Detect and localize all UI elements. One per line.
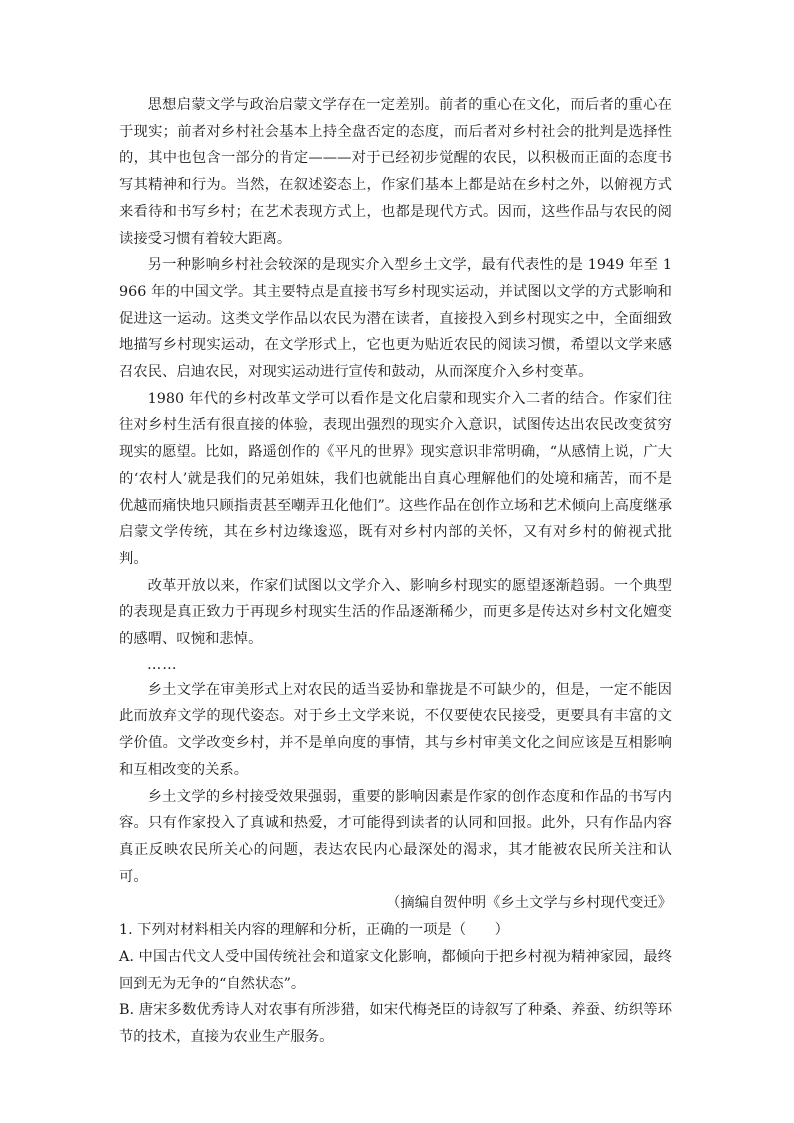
ellipsis: …… xyxy=(147,656,178,673)
paragraph-5: 乡土文学在审美形式上对农民的适当妥协和靠拢是不可缺少的，但是，一定不能因此而放弃文学的现代姿态。对于乡土文学来说，不仅要使农民接受，更要具有丰富的文学价值。文学改变乡村，并不是单向度的事情，其与乡村审美文化之间应该是互相影响和互相改变的关系。 xyxy=(119,681,672,778)
question-stem: 1. 下列对材料相关内容的理解和分析，正确的一项是（ ） xyxy=(119,922,509,939)
paragraph-4: 改革开放以来，作家们试图以文学介入、影响乡村现实的愿望逐渐趋弱。一个典型的表现是真正致力于再现乡村现实生活的作品逐渐稀少，而更多是传达对乡村文化嬗变的感喟、叹惋和悲悼。 xyxy=(119,577,672,648)
option-b: B. 唐宋多数优秀诗人对农事有所涉猎，如宋代梅尧臣的诗叙写了种桑、养蚕、纺织等环节的技术，直接为农业生产服务。 xyxy=(119,1002,672,1045)
source-citation: （摘编自贺仲明《乡土文学与乡村现代变迁》 xyxy=(386,895,672,912)
paragraph-3: 1980 年代的乡村改革文学可以看作是文化启蒙和现实介入二者的结合。作家们往往对乡村生活有很直接的体验，表现出强烈的现实介入意识，试图传达出农民改变贫穷现实的愿望。比如，路遥创作的《平凡的世界》现实意识非常明确，“从感情上说，广大的‘农村人’就是我们的兄弟姐妹，我们也就能出自真心理解他们的处境和痛苦，而不是优越而痛快地只顾指责甚至嘲弄丑化他们”。这些作品在创作立场和艺术倾向上高度继承启蒙文学传统，其在乡村边缘逡巡，既有对乡村内部的关怀，又有对乡村的俯视式批判。 xyxy=(119,390,672,567)
paragraph-2: 另一种影响乡村社会较深的是现实介入型乡土文学，最有代表性的是 1949 年至 1966 年的中国文学。其主要特点是直接书写乡村现实运动，并试图以文学的方式影响和促进这一运动。这类文学作品以农民为潜在读者，直接投入到乡村现实之中，全面细致地描写乡村现实运动，在文学形式上，它也更为贴近农民的阅读习惯，希望以文学来感召农民、启迪农民，对现实运动进行宣传和鼓动，从而深度介入乡村变革。 xyxy=(119,257,672,381)
document-page xyxy=(119,92,672,1051)
option-a: A. 中国古代文人受中国传统社会和道家文化影响，都倾向于把乡村视为精神家园，最终回到无为无争的“自然状态”。 xyxy=(119,948,672,992)
paragraph-6: 乡土文学的乡村接受效果强弱，重要的影响因素是作家的创作态度和作品的书写内容。只有作家投入了真诚和热爱，才可能得到读者的认同和回报。此外，只有作品内容真正反映农民所关心的问题，表达农民内心最深处的渴求，其才能被农民所关注和认可。 xyxy=(119,788,672,885)
paragraph-1: 思想启蒙文学与政治启蒙文学存在一定差别。前者的重心在文化，而后者的重心在于现实；前者对乡村社会基本上持全盘否定的态度，而后者对乡村社会的批判是选择性的，其中也包含一部分的肯定———对于已经初步觉醒的农民，以积极而正面的态度书写其精神和行为。当然，在叙述姿态上，作家们基本上都是站在乡村之外，以俯视方式来看待和书写乡村；在艺术表现方式上，也都是现代方式。因而，这些作品与农民的阅读接受习惯有着较大距离。 xyxy=(119,97,672,247)
